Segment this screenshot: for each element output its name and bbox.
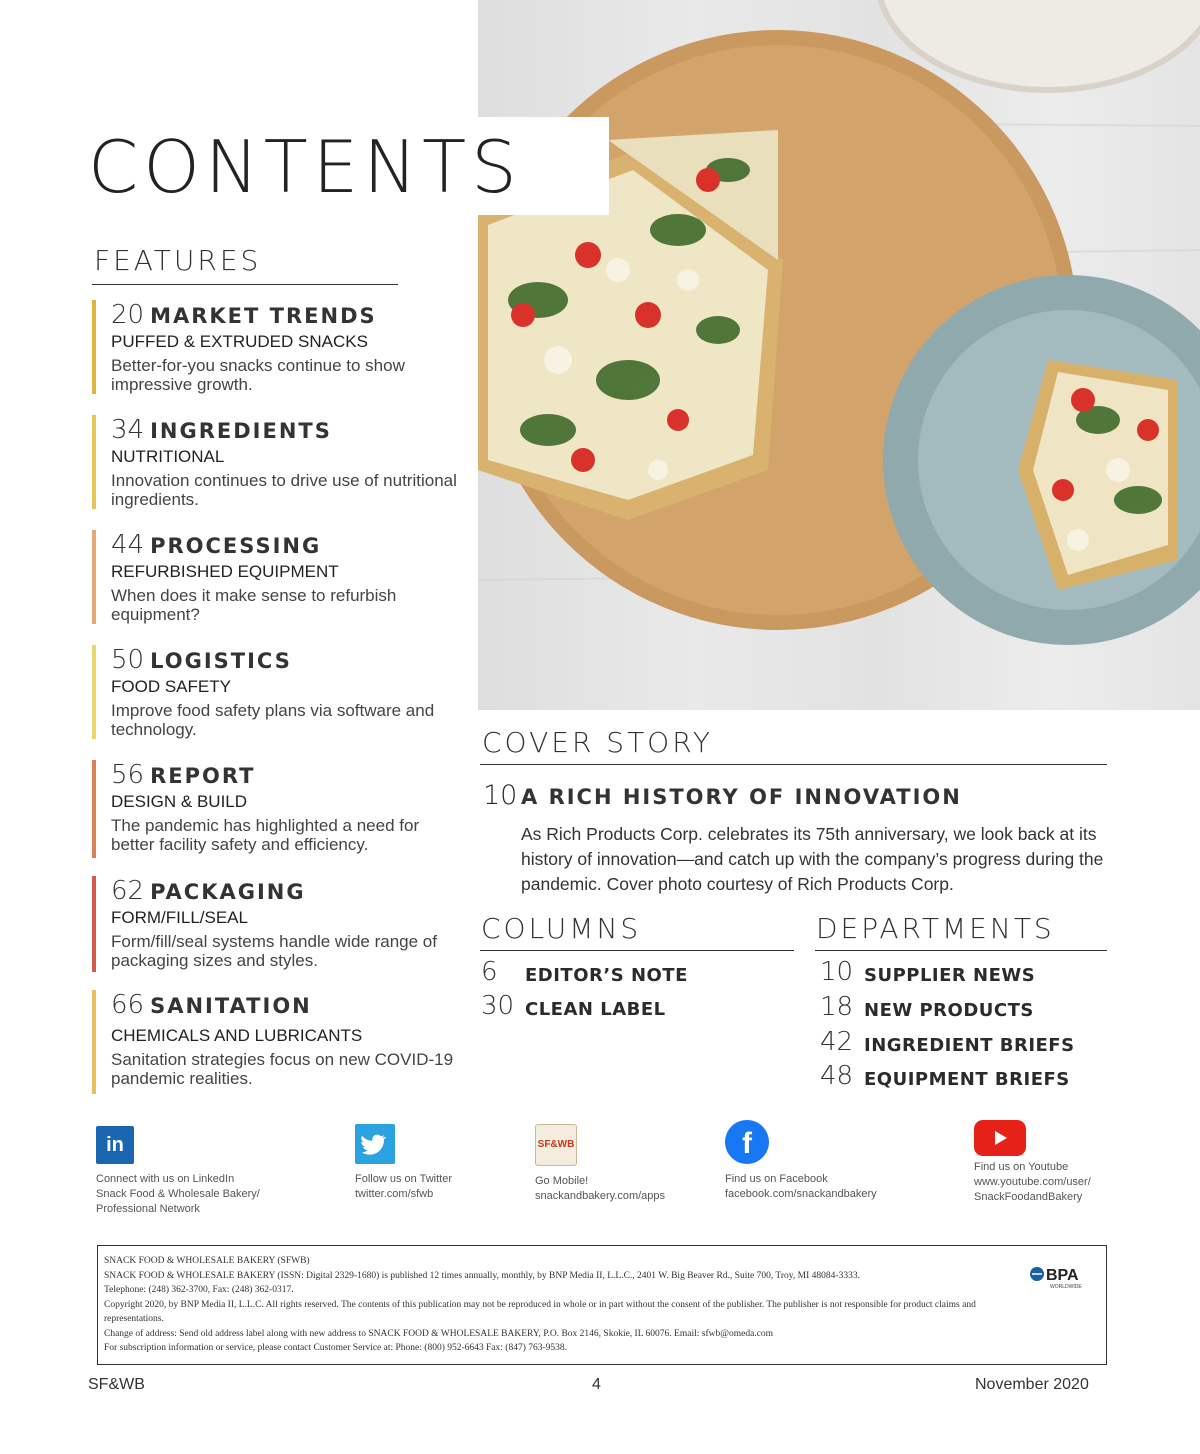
feature-color-bar <box>92 530 96 624</box>
feature-color-bar <box>92 415 96 509</box>
column-label: CLEAN LABEL <box>525 999 666 1020</box>
features-heading: FEATURES <box>94 244 262 277</box>
feature-subhead: NUTRITIONAL <box>111 447 225 466</box>
mobile-line-2: snackandbakery.com/apps <box>535 1190 666 1202</box>
department-item[interactable] <box>820 957 1036 987</box>
feature-page-number: 44 <box>111 530 145 560</box>
feature-subhead: DESIGN & BUILD <box>111 792 248 811</box>
column-item[interactable] <box>481 991 666 1021</box>
department-item[interactable] <box>820 992 1034 1022</box>
feature-description: Innovation continues to drive use of nutritional ingredients. <box>111 471 457 509</box>
columns-heading: COLUMNS <box>481 912 642 945</box>
twitter-line-2: twitter.com/sfwb <box>355 1188 434 1200</box>
bpa-logo <box>1028 1264 1096 1292</box>
department-page-number: 10 <box>820 957 854 987</box>
feature-item[interactable] <box>92 415 462 509</box>
publisher-info-text <box>104 1254 984 1356</box>
department-label: INGREDIENT BRIEFS <box>864 1035 1075 1056</box>
features-rule <box>92 284 398 285</box>
cover-story-title[interactable]: A RICH HISTORY OF INNOVATION <box>521 785 962 809</box>
publisher-line: For subscription information or service, please contact Customer Service at: Phone: (800) 952-6643 Fax: (847) 763-9538. <box>104 1343 568 1353</box>
feature-page-number: 66 <box>111 990 145 1020</box>
feature-description: Improve food safety plans via software and technology. <box>111 701 435 739</box>
page-title: CONTENTS <box>88 125 522 209</box>
feature-item[interactable] <box>92 645 462 739</box>
feature-color-bar <box>92 876 96 972</box>
cover-story-rule <box>480 764 1107 765</box>
column-page-number: 6 <box>481 957 498 987</box>
linkedin-line-3: Professional Network <box>96 1203 200 1215</box>
department-item[interactable] <box>820 1061 1070 1091</box>
publisher-line: Change of address: Send old address label along with new address to SNACK FOOD & WHOLESALE BAKERY, P.O. Box 2146, Skokie, IL 60076. Email: sfwb@omeda.com <box>104 1328 774 1339</box>
cover-story-description: As Rich Products Corp. celebrates its 75th anniversary, we look back at its history of innovation—and catch up with the company’s progress during the pandemic. Cover photo courtesy of Rich Products Corp. <box>521 824 1104 894</box>
feature-item[interactable] <box>92 300 462 394</box>
columns-rule <box>480 950 794 951</box>
feature-page-number: 56 <box>111 760 145 790</box>
feature-color-bar <box>92 990 96 1094</box>
feature-category: MARKET TRENDS <box>150 304 377 328</box>
publisher-line: Telephone: (248) 362-3700, Fax: (248) 362-0317. <box>104 1285 294 1295</box>
department-label: NEW PRODUCTS <box>864 1000 1034 1021</box>
feature-subhead: REFURBISHED EQUIPMENT <box>111 562 339 581</box>
facebook-icon[interactable]: f <box>725 1120 769 1164</box>
feature-item[interactable] <box>92 760 462 858</box>
column-item[interactable] <box>481 957 688 987</box>
footer-date: November 2020 <box>975 1376 1089 1393</box>
youtube-icon[interactable] <box>974 1120 1026 1156</box>
department-page-number: 48 <box>820 1061 854 1091</box>
publisher-line: SNACK FOOD & WHOLESALE BAKERY (SFWB) <box>104 1256 310 1266</box>
mobile-line-1: Go Mobile! <box>535 1175 589 1187</box>
feature-page-number: 34 <box>111 415 145 445</box>
department-item[interactable] <box>820 1027 1075 1057</box>
department-page-number: 18 <box>820 992 854 1022</box>
publisher-line: Copyright 2020, by BNP Media II, L.L.C. All rights reserved. The contents of this publication may not be reproduced in whole or in part without the consent of the publisher. The publisher is not responsible for product claims and representations. <box>104 1299 976 1324</box>
feature-page-number: 62 <box>111 876 145 906</box>
feature-description: When does it make sense to refurbish equipment? <box>111 586 397 624</box>
sfwb-app-icon[interactable]: SF&WB <box>535 1124 577 1166</box>
feature-color-bar <box>92 645 96 739</box>
footer-publication: SF&WB <box>88 1376 145 1393</box>
feature-item[interactable] <box>92 990 462 1094</box>
feature-category: LOGISTICS <box>150 649 292 673</box>
department-label: SUPPLIER NEWS <box>864 965 1036 986</box>
feature-description: Sanitation strategies focus on new COVID-19 pandemic realities. <box>111 1050 454 1088</box>
feature-description: Form/fill/seal systems handle wide range of packaging sizes and styles. <box>111 932 437 970</box>
feature-category: SANITATION <box>150 994 312 1018</box>
social-mobile[interactable] <box>535 1124 705 1204</box>
feature-subhead: CHEMICALS AND LUBRICANTS <box>111 1026 363 1045</box>
publisher-info-box <box>97 1245 1107 1365</box>
departments-heading: DEPARTMENTS <box>816 912 1055 945</box>
twitter-icon[interactable] <box>355 1124 395 1164</box>
feature-description: The pandemic has highlighted a need for better facility safety and efficiency. <box>111 816 420 854</box>
youtube-line-1: Find us on Youtube <box>974 1161 1069 1173</box>
social-facebook[interactable] <box>725 1120 925 1202</box>
feature-item[interactable] <box>92 530 462 624</box>
facebook-line-2: facebook.com/snackandbakery <box>725 1188 877 1200</box>
column-page-number: 30 <box>481 991 515 1021</box>
youtube-line-2: www.youtube.com/user/ <box>974 1176 1091 1188</box>
cover-photo-pizza <box>478 0 1200 710</box>
youtube-line-3: SnackFoodandBakery <box>974 1191 1083 1203</box>
linkedin-line-1: Connect with us on LinkedIn <box>96 1173 235 1185</box>
footer-page-number: 4 <box>592 1376 601 1393</box>
cover-story-heading: COVER STORY <box>482 726 713 759</box>
feature-category: REPORT <box>150 764 256 788</box>
feature-color-bar <box>92 760 96 858</box>
feature-category: PROCESSING <box>150 534 322 558</box>
bpa-logo-text: BPA <box>1046 1267 1079 1284</box>
department-label: EQUIPMENT BRIEFS <box>864 1069 1070 1090</box>
twitter-line-1: Follow us on Twitter <box>355 1173 453 1185</box>
feature-subhead: FORM/FILL/SEAL <box>111 908 248 927</box>
column-label: EDITOR’S NOTE <box>525 965 688 986</box>
feature-color-bar <box>92 300 96 394</box>
social-twitter[interactable] <box>355 1124 515 1202</box>
feature-subhead: PUFFED & EXTRUDED SNACKS <box>111 332 368 351</box>
publisher-line: SNACK FOOD & WHOLESALE BAKERY (ISSN: Digital 2329-1680) is published 12 times annually, monthly, by BNP Media II, L.L.C., 2401 W. Big Beaver Rd., Suite 700, Troy, MI 48084-3333. <box>104 1270 860 1281</box>
bpa-logo-sub: WORLDWIDE <box>1050 1284 1082 1290</box>
feature-subhead: FOOD SAFETY <box>111 677 231 696</box>
feature-page-number: 20 <box>111 300 145 330</box>
feature-item[interactable] <box>92 876 462 972</box>
feature-category: PACKAGING <box>150 880 306 904</box>
social-linkedin[interactable] <box>96 1126 296 1217</box>
department-page-number: 42 <box>820 1027 854 1057</box>
departments-rule <box>815 950 1107 951</box>
linkedin-icon[interactable]: in <box>96 1126 134 1164</box>
social-youtube[interactable] <box>974 1120 1154 1205</box>
cover-story-page-number: 10 <box>483 780 518 811</box>
feature-page-number: 50 <box>111 645 145 675</box>
linkedin-line-2: Snack Food & Wholesale Bakery/ <box>96 1188 260 1200</box>
facebook-line-1: Find us on Facebook <box>725 1173 828 1185</box>
feature-category: INGREDIENTS <box>150 419 332 443</box>
feature-description: Better-for-you snacks continue to show impressive growth. <box>111 356 405 394</box>
